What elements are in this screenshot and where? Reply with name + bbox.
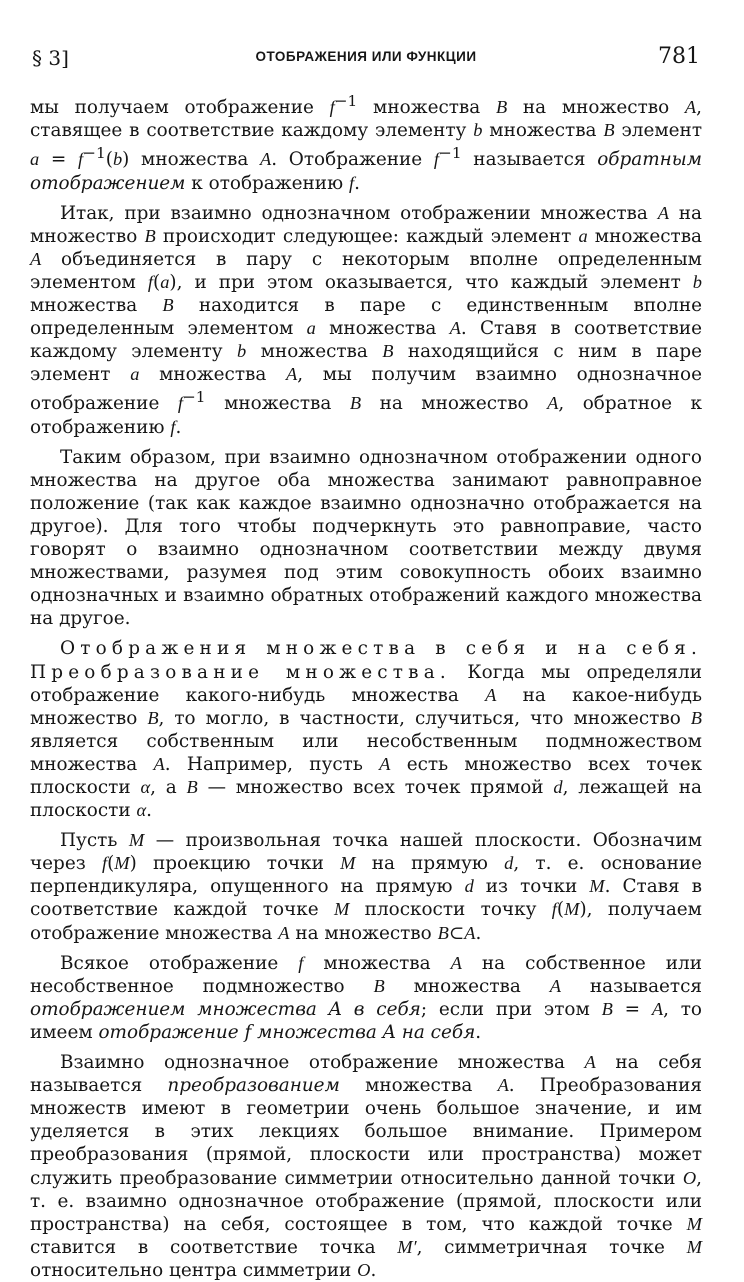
running-title: ОТОБРАЖЕНИЯ ИЛИ ФУНКЦИИ <box>255 49 477 64</box>
section-marker: § 3] <box>32 46 69 70</box>
paragraph-inverse-mapping: мы получаем отображение $f^{-1}$ множества B на множество A, ставящее в соответствие каждому элементу b множества B элемент $a = f^{-1}(b)$ множества A. Отображение $f^{-1}$ называется обратным отображением к отображению f. <box>30 92 702 194</box>
paragraph-projection: Пусть M — произвольная точка нашей плоскости. Обозначим через f(M) проекцию точки M на прямую d, т. е. основание перпендикуляра, опущенного на прямую d из точки M. Ставя в соответствие каждой точке M плоскости точку f(M), получаем отображение множества A на множество B⊂A. <box>30 830 702 944</box>
body-text <box>30 90 702 1282</box>
book-page <box>30 32 703 1281</box>
paragraph-one-to-one: Итак, при взаимно однозначном отображении множества A на множество B происходит следующее: каждый элемент a множества A объединяется в пару с некоторым вполне определенным элементом f(a), и при этом оказывается, что каждый элемент b множества B находится в паре с единственным вполне определенным элементом a множества A. Ставя в соответствие каждому элементу b множества B находящийся с ним в паре элемент a множества A, мы получим взаимно однозначное отображение $f^{-1}$ множества B на множество A, обратное к отображению f. <box>30 202 703 438</box>
spaced-heading: Отображения множества в себя и на себя. Преобразование множества. <box>30 638 702 683</box>
paragraph-self-mapping: Отображения множества в себя и на себя. Преобразование множества. Когда мы определяли отображение какого-нибудь множества A на какое-нибудь множество B, то могло, в частности, случиться, что множество B является собственным или несобственным подмножеством множества A. Например, пусть A есть множество всех точек плоскости α, а B — множество всех точек прямой d, лежащей на плоскости α. <box>30 638 702 822</box>
term-mapping-onto-itself: отображение f множества A на себя <box>98 1021 476 1043</box>
term-mapping-into-itself: отображением множества A в себя <box>30 998 421 1020</box>
paragraph-transformation: Взаимно однозначное отображение множества A на себя называется преобразованием множества A. Преобразования множеств имеют в геометрии очень большое значение, и им уделяется в этих лекциях большое внимание. Примером преобразования (прямой, плоскости или пространства) может служить преобразование симметрии относительно данной точки O, т. е. взаимно однозначное отображение (прямой, плоскости или пространства) на себя, состоящее в том, что каждой точке M ставится в соответствие точка M′, симметричная точке M относительно центра симметрии O. <box>30 1052 703 1281</box>
term-transformation: преобразованием <box>167 1075 340 1097</box>
paragraph-definition-self: Всякое отображение f множества A на собственное или несобственное подмножество B множества A называется отображением множества A в себя; если при этом B = A, то имеем отображение f множества A на себя. <box>30 952 703 1043</box>
running-header <box>30 32 702 72</box>
page-number: 781 <box>658 44 700 69</box>
paragraph-equal-standing: Таким образом, при взаимно однозначном отображении одного множества на другое оба множества занимают равноправное положение (так как каждое взаимно однозначно отображается на другое). Для того чтобы подчеркнуть это равноправие, часто говорят о взаимно однозначном соответствии между двумя множествами, разумея под этим совокупность обоих взаимно однозначных и взаимно обратных отображений каждого множества на другое. <box>30 446 702 630</box>
term-inverse-mapping: обратным отображением <box>30 149 702 194</box>
